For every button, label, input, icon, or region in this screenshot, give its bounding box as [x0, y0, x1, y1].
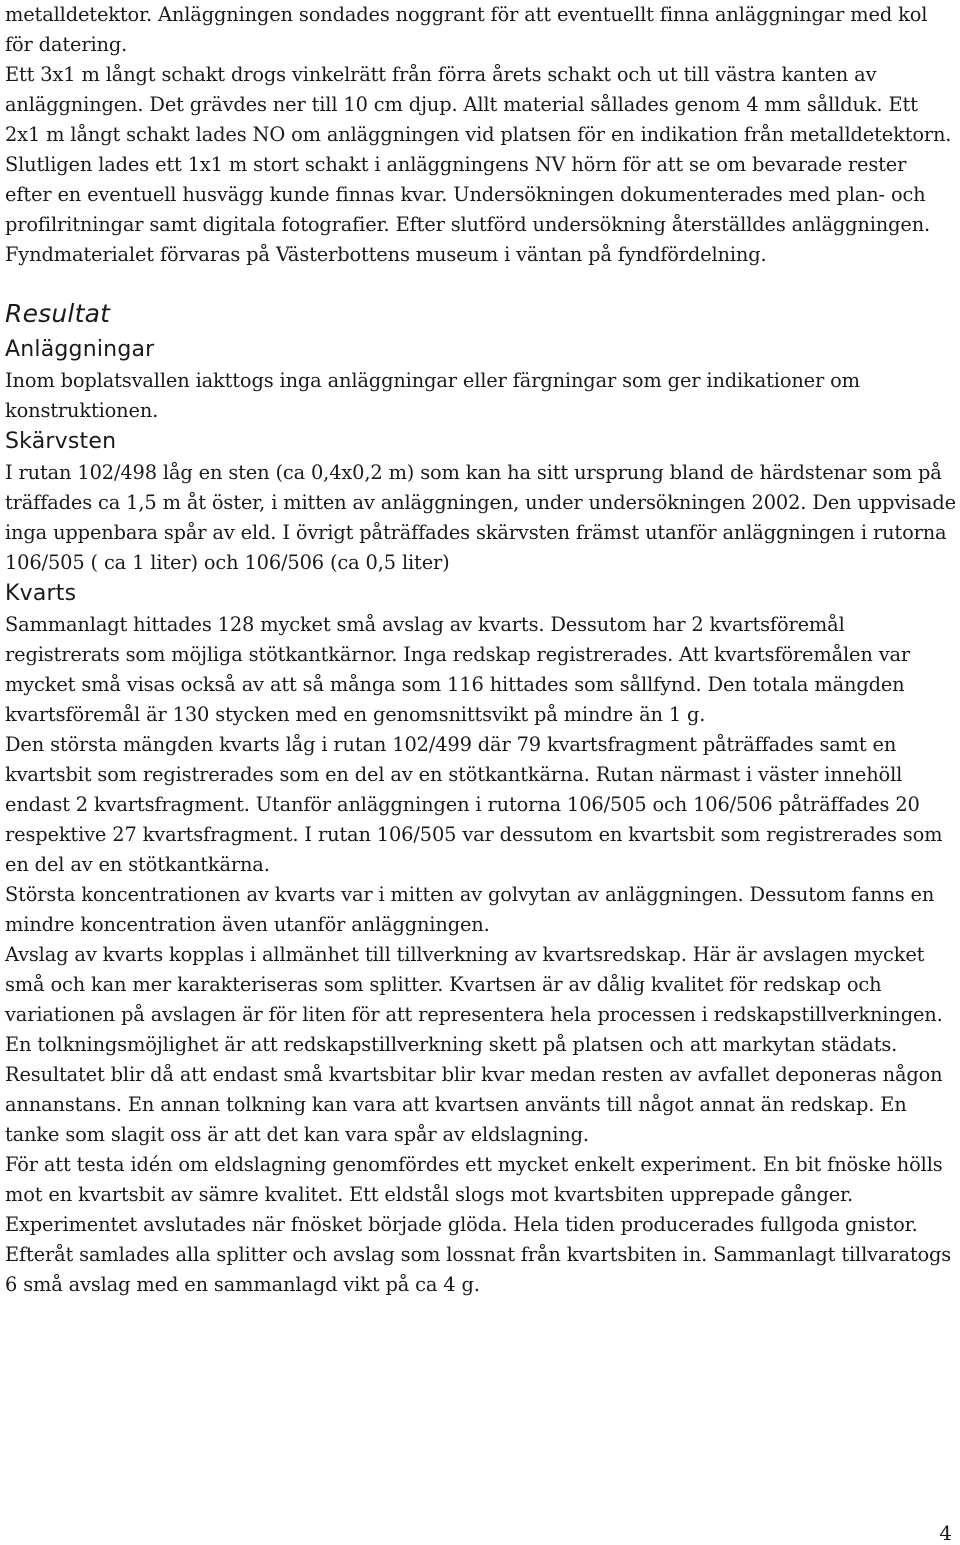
method-paragraph: Ett 3x1 m långt schakt drogs vinkelrätt från förra årets schakt och ut till västra kanten av anläggningen. Det grävdes ner till 10 cm djup. Allt material sållades genom 4 mm sållduk. Ett 2x1 m långt schakt lades NO om anläggningen vid platsen för en indikation från metalldetektorn. Slutligen lades ett 1x1 m stort schakt i anläggningens NV hörn för att se om bevarade rester efter en eventuell husvägg kunde finnas kvar. Undersökningen dokumenterades med plan- och profilritningar samt digitala fotografier. Efter slutförd undersökning återställdes anläggningen.: [5, 63, 952, 236]
page-number: 4: [939, 1521, 952, 1545]
intro-paragraph: metalldetektor. Anläggningen sondades noggrant för att eventuellt finna anläggningar med kol för datering.: [5, 3, 928, 56]
anlaggningar-heading: Anläggningar: [5, 337, 155, 362]
kvarts-paragraph-1: Sammanlagt hittades 128 mycket små avslag av kvarts. Dessutom har 2 kvartsföremål registrerats som möjliga stötkantkärnor. Inga redskap registrerades. Att kvartsföremålen var mycket små visas också av att så många som 116 hittades som sållfynd. Den totala mängden kvartsföremål är 130 stycken med en genomsnittsvikt på mindre än 1 g.: [5, 613, 911, 726]
kvarts-heading: Kvarts: [5, 581, 77, 606]
kvarts-paragraph-5: För att testa idén om eldslagning genomfördes ett mycket enkelt experiment. En bit fnöske hölls mot en kvartsbit av sämre kvalitet. Ett eldstål slogs mot kvartsbiten upprepade gånger. Experimentet avslutades när fnösket började glöda. Hela tiden producerades fullgoda gnistor. Efteråt samlades alla splitter och avslag som lossnat från kvartsbiten in. Sammanlagt tillvaratogs 6 små avslag med en sammanlagd vikt på ca 4 g.: [5, 1153, 952, 1296]
anlaggningar-paragraph: Inom boplatsvallen iakttogs inga anläggningar eller färgningar som ger indikationer om konstruktionen.: [5, 369, 860, 422]
kvarts-paragraph-3: Största koncentrationen av kvarts var i mitten av golvytan av anläggningen. Dessutom fanns en mindre koncentration även utanför anläggningen.: [5, 883, 935, 936]
kvarts-paragraph-4: Avslag av kvarts kopplas i allmänhet till tillverkning av kvartsredskap. Här är avslagen mycket små och kan mer karakteriseras som splitter. Kvartsen är av dålig kvalitet för redskap och variationen på avslagen är för liten för att representera hela processen i redskapstillverkningen. En tolkningsmöjlighet är att redskapstillverkning skett på platsen och att markytan städats. Resultatet blir då att endast små kvartsbitar blir kvar medan resten av avfallet deponeras någon annanstans. En annan tolkning kan vara att kvartsen använts till något annat än redskap. En tanke som slagit oss är att det kan vara spår av eldslagning.: [5, 943, 943, 1146]
kvarts-paragraph-2: Den största mängden kvarts låg i rutan 102/499 där 79 kvartsfragment påträffades samt en kvartsbit som registrerades som en del av en stötkantkärna. Rutan närmast i väster innehöll endast 2 kvartsfragment. Utanför anläggningen i rutorna 106/505 och 106/506 påträffades 20 respektive 27 kvartsfragment. I rutan 106/505 var dessutom en kvartsbit som registrerades som en del av en stötkantkärna.: [5, 733, 943, 876]
skarvsten-heading: Skärvsten: [5, 429, 117, 454]
document-page: [5, 0, 957, 1300]
resultat-heading: Resultat: [5, 299, 111, 328]
storage-paragraph: Fyndmaterialet förvaras på Västerbottens museum i väntan på fyndfördelning.: [5, 243, 767, 266]
skarvsten-paragraph: I rutan 102/498 låg en sten (ca 0,4x0,2 m) som kan ha sitt ursprung bland de härdstenar som på träffades ca 1,5 m åt öster, i mitten av anläggningen, under undersökningen 2002. Den uppvisade inga uppenbara spår av eld. I övrigt påträffades skärvsten främst utanför anläggningen i rutorna 106/505 ( ca 1 liter) och 106/506 (ca 0,5 liter): [5, 461, 956, 574]
